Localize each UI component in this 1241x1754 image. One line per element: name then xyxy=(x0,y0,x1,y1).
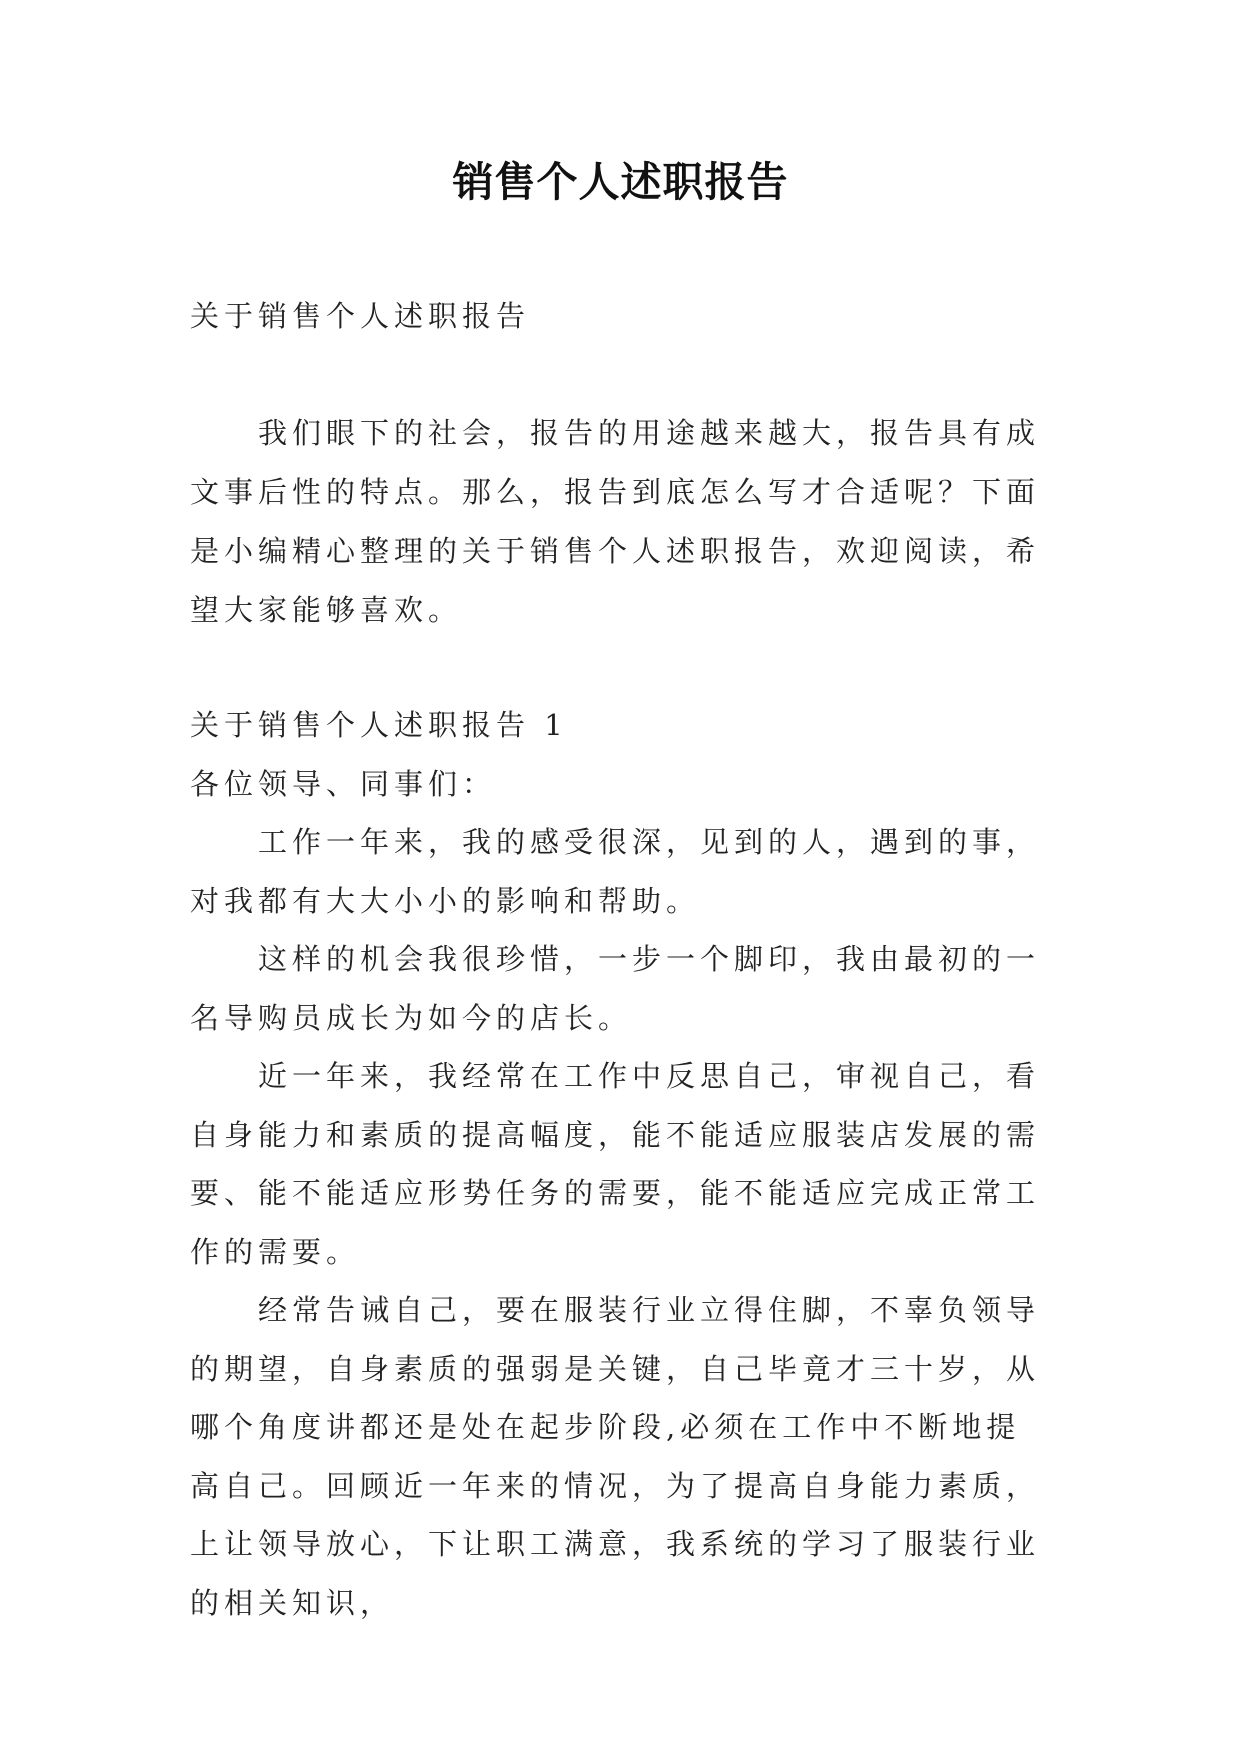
body-paragraph-1: 工作一年来，我的感受很深，见到的人，遇到的事，对我都有大大小小的影响和帮助。 xyxy=(190,825,1041,918)
intro-paragraph: 我们眼下的社会，报告的用途越来越大，报告具有成文事后性的特点。那么，报告到底怎么写才合适呢？下面是小编精心整理的关于销售个人述职报告，欢迎阅读，希望大家能够喜欢。 xyxy=(190,416,1041,627)
section-heading: 关于销售个人述职报告 1 xyxy=(190,708,568,742)
body-paragraph-2: 这样的机会我很珍惜，一步一个脚印，我由最初的一名导购员成长为如今的店长。 xyxy=(190,942,1041,1035)
document-title: 销售个人述职报告 xyxy=(452,158,789,206)
body-paragraph-4: 经常告诫自己，要在服装行业立得住脚，不辜负领导的期望，自身素质的强弱是关键，自己毕竟才三十岁，从哪个角度讲都还是处在起步阶段,必须在工作中不断地提高自己。回顾近一年来的情况，为了提高自身能力素质，上让领导放心，下让职工满意，我系统的学习了服装行业的相关知识， xyxy=(190,1293,1041,1620)
report-section xyxy=(190,696,1050,1632)
body-paragraph-3: 近一年来，我经常在工作中反思自己，审视自己，看自身能力和素质的提高幅度，能不能适应服装店发展的需要、能不能适应形势任务的需要，能不能适应完成正常工作的需要。 xyxy=(190,1059,1041,1269)
salutation: 各位领导、同事们： xyxy=(190,766,497,801)
intro-section xyxy=(190,404,1050,640)
document-subtitle: 关于销售个人述职报告 xyxy=(190,299,531,333)
